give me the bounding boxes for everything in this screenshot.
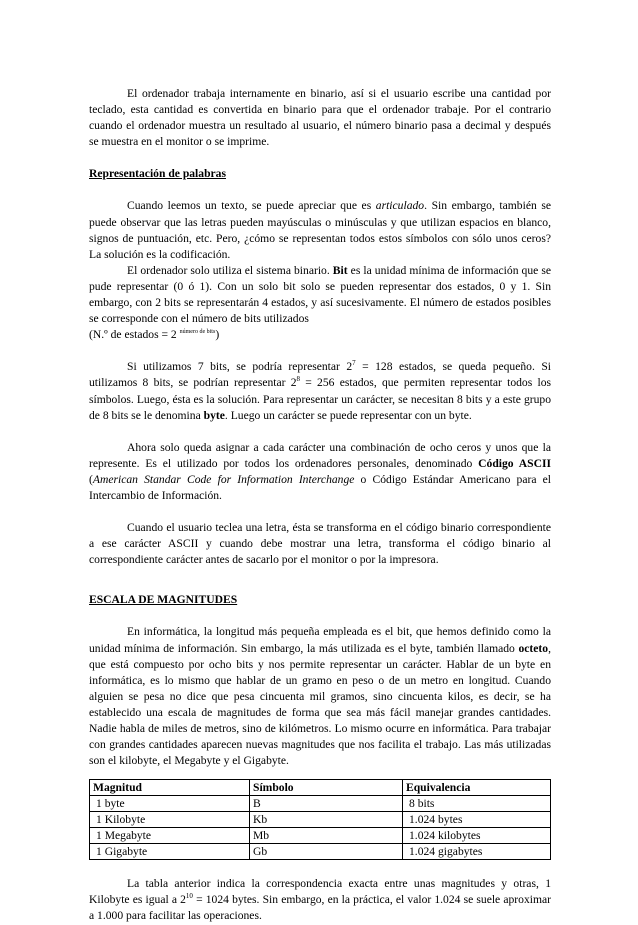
table-cell: 1.024 gigabytes: [403, 844, 551, 860]
paragraph-bit-definition: El ordenador solo utiliza el sistema binario. Bit es la unidad mínima de información que se pude representar (0 ó 1). Con un solo bit solo se pueden representar dos estados, 0 y 1. Sin embargo, con 2 bits se representarán 4 estados, y así sucesivamente. El número de estados posibles se corresponde con el número de bits utilizados (N.º de estados = 2 $^{número de bits}$): [89, 263, 551, 342]
table-cell: Mb: [250, 828, 403, 844]
paragraph-ascii: Ahora solo queda asignar a cada carácter una combinación de ocho ceros y unos que la represente. Es el utilizado por todos los ordenadores personales, denominado Código ASCII (American Standar Code for Information Interchange o Código Estándar Americano para el Intercambio de Información.: [89, 440, 551, 502]
table-cell: 1 byte: [90, 796, 250, 812]
paragraph-articulated-text: Cuando leemos un texto, se puede apreciar que es articulado. Sin embargo, también se puede observar que las letras pueden mayúsculas o minúsculas y que utilizan espacios en blanco, signos de puntuación, etc. Pero, ¿cómo se representan todos estos símbolos con sólo unos ceros? La solución es la codificación.: [89, 199, 551, 261]
table-cell: B: [250, 796, 403, 812]
document-page: [89, 86, 551, 925]
italic-ascii-name: American Standar Code for Information Interchange: [92, 472, 355, 486]
heading-magnitude-scale: ESCALA DE MAGNITUDES: [89, 593, 238, 607]
table-row: [90, 828, 551, 844]
bold-bit: Bit: [332, 263, 348, 277]
table-row: [90, 844, 551, 860]
italic-articulado: articulado: [375, 199, 425, 213]
table-row: [90, 812, 551, 828]
table-header-cell: Magnitud: [90, 780, 250, 796]
magnitudes-table: [89, 779, 551, 860]
table-cell: 1.024 kilobytes: [403, 828, 551, 844]
table-header-cell: Equivalencia: [403, 780, 551, 796]
table-cell: 8 bits: [403, 796, 551, 812]
paragraph-magnitudes: En informática, la longitud más pequeña empleada es el bit, que hemos definido como la unidad mínima de información. Sin embargo, la más utilizada es el byte, también llamado octeto, que está compuesto por ocho bits y nos permite representar un carácter. Hablar de un byte en informática, es lo mismo que hablar de un gramo en peso o de un metro en longitud. Cuando alguien se pesa no dice que pesa cincuenta mil gramos, sino cincuenta kilos, es decir, se ha establecido una escala de magnitudes de forma que sea más fácil manejar grandes cantidades. Nadie habla de miles de metros, sino de kilómetros. Lo mismo ocurre en informática. Para trabajar con grandes cantidades aparecen nuevas magnitudes que nos facilita el trabajo. Las más utilizadas son el kilobyte, el Megabyte y el Gigabyte.: [89, 625, 551, 768]
table-row: [90, 796, 551, 812]
bold-ascii: Código ASCII: [478, 456, 551, 470]
bold-byte: byte: [203, 408, 225, 422]
table-header-cell: Símbolo: [250, 780, 403, 796]
heading-word-representation: Representación de palabras: [89, 167, 226, 181]
paragraph-byte-definition: Si utilizamos 7 bits, se podría representar $2^7 = 128$ estados, se queda pequeño. Si utilizamos 8 bits, se podrían representar $2^8 = 256$ estados, que permiten representar todos los símbolos. Luego, ésta es la solución. Para representar un carácter, se necesitan 8 bits y a este grupo de 8 bits se le denomina byte. Luego un carácter se puede representar con un byte.: [89, 359, 551, 422]
table-cell: 1 Gigabyte: [90, 844, 250, 860]
table-cell: 1 Megabyte: [90, 828, 250, 844]
table-cell: Gb: [250, 844, 403, 860]
table-cell: 1.024 bytes: [403, 812, 551, 828]
table-cell: Kb: [250, 812, 403, 828]
paragraph-kilobyte-approximation: La tabla anterior indica la correspondencia exacta entre unas magnitudes y otras, 1 Kilobyte es igual a $2^{10} = 1024$ bytes. Sin embargo, en la práctica, el valor 1.024 se suele aproximar a 1.000 para facilitar las operaciones.: [89, 877, 551, 923]
table-header-row: [90, 780, 551, 796]
table-cell: 1 Kilobyte: [90, 812, 250, 828]
paragraph-binary-intro: El ordenador trabaja internamente en binario, así si el usuario escribe una cantidad por teclado, esta cantidad es convertida en binario para que el ordenador trabaje. Por el contrario cuando el ordenador muestra un resultado al usuario, el número binario pasa a decimal y después se muestra en el monitor o se imprime.: [89, 87, 551, 149]
paragraph-keyboard-conversion: Cuando el usuario teclea una letra, ésta se transforma en el código binario correspondiente a ese carácter ASCII y cuando debe mostrar una letra, transforma el código binario al correspondiente carácter antes de sacarlo por el monitor o por la impresora.: [89, 521, 551, 567]
formula-states: (N.º de estados = 2 $^{número de bits}$): [89, 328, 220, 342]
bold-octeto: octeto: [518, 641, 549, 655]
